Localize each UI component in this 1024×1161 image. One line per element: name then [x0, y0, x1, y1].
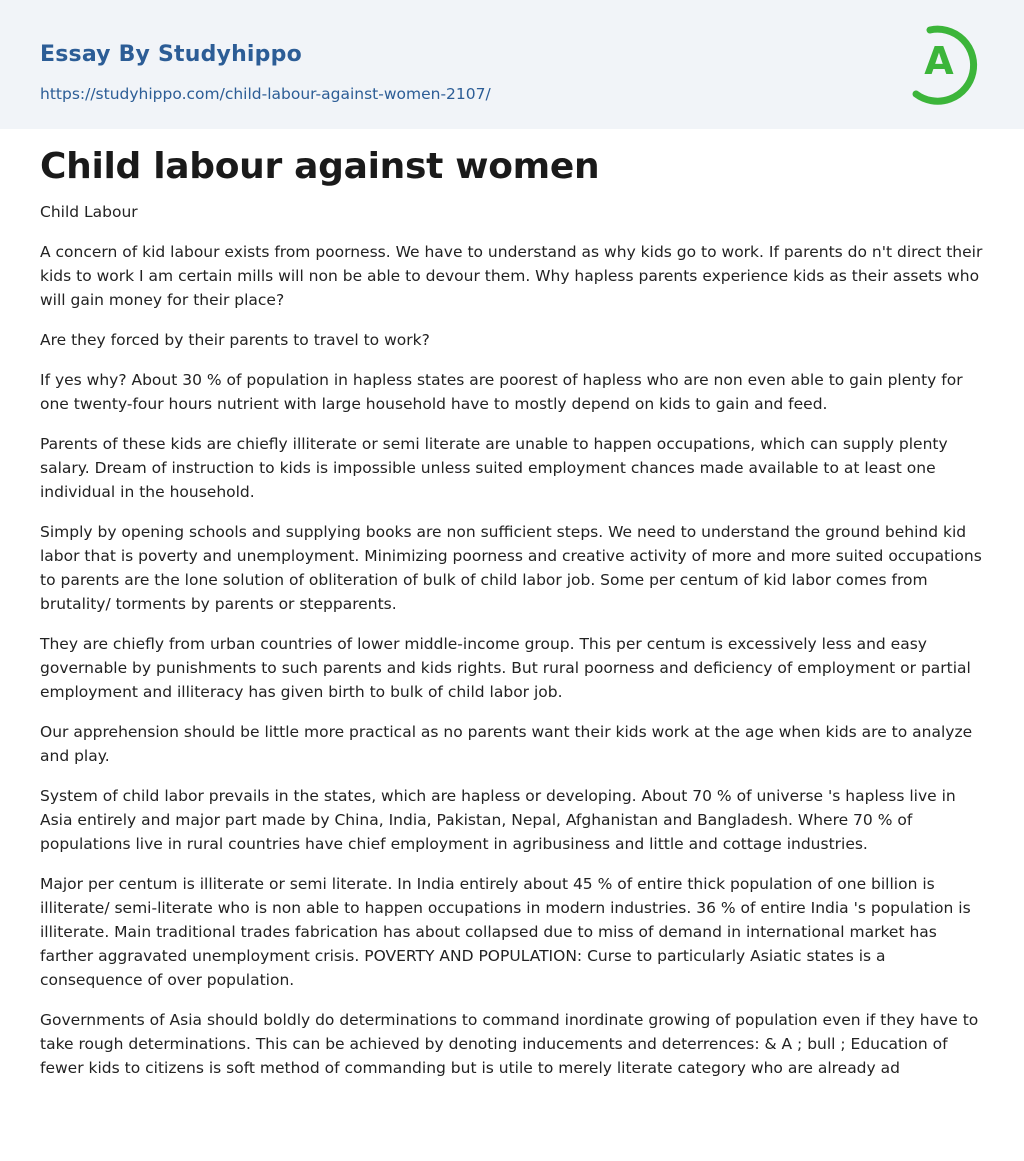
studyhippo-logo-icon[interactable] [908, 18, 988, 106]
essay-paragraph: System of child labor prevails in the states, which are hapless or developing. About 70 % of universe 's hapless live in Asia entirely and major part made by China, India, Pakistan, Nepal, Afghanistan and Bangladesh. Where 70 % of populations live in rural countries have chief employment in agribusiness and little and cottage industries. [40, 787, 956, 853]
essay-paragraph: Parents of these kids are chiefly illiterate or semi literate are unable to happen occupations, which can supply plenty salary. Dream of instruction to kids is impossible unless suited employment chances made available to at least one individual in the household. [40, 435, 948, 501]
essay-paragraph: They are chiefly from urban countries of lower middle-income group. This per centum is excessively less and easy governable by punishments to such parents and kids rights. But rural poorness and deficiency of employment or partial employment and illiteracy has given birth to bulk of child labor job. [40, 635, 971, 701]
essay-paragraph: Major per centum is illiterate or semi literate. In India entirely about 45 % of entire thick population of one billion is illiterate/ semi-literate who is non able to happen occupations in modern industries. 36 % of entire India 's population is illiterate. Main traditional trades fabrication has about collapsed due to miss of demand in international market has farther aggravated unemployment crisis. POVERTY AND POPULATION: Curse to particularly Asiatic states is a consequence of over population. [40, 875, 971, 989]
essay-url-link[interactable]: https://studyhippo.com/child-labour-against-women-2107/ [40, 85, 491, 103]
essay-paragraph: Governments of Asia should boldly do determinations to command inordinate growing of population even if they have to take rough determinations. This can be achieved by denoting inducements and deterrences: & A ; bull ; Education of fewer kids to citizens is soft method of commanding but is utile to merely literate category who are already ad [40, 1011, 979, 1077]
site-header [0, 0, 1024, 129]
essay-paragraph: Child Labour [40, 203, 138, 221]
essay-paragraph: Are they forced by their parents to travel to work? [40, 331, 430, 349]
brand-title: Essay By Studyhippo [40, 42, 302, 67]
essay-paragraph: If yes why? About 30 % of population in hapless states are poorest of hapless who are non even able to gain plenty for one twenty-four hours nutrient with large household have to mostly depend on kids to gain and feed. [40, 371, 963, 413]
logo-letter: A [924, 39, 954, 83]
essay-paragraph: Simply by opening schools and supplying books are non sufficient steps. We need to understand the ground behind kid labor that is poverty and unemployment. Minimizing poorness and creative activity of more and more suited occupations to parents are the lone solution of obliteration of bulk of child labor job. Some per centum of kid labor comes from brutality/ torments by parents or stepparents. [40, 523, 982, 613]
essay-paragraph: A concern of kid labour exists from poorness. We have to understand as why kids go to work. If parents do n't direct their kids to work I am certain mills will non be able to devour them. Why hapless parents experience kids as their assets who will gain money for their place? [40, 243, 983, 309]
essay-body [40, 200, 990, 1096]
essay-title: Child labour against women [40, 146, 600, 187]
essay-paragraph: Our apprehension should be little more practical as no parents want their kids work at the age when kids are to analyze and play. [40, 723, 973, 765]
